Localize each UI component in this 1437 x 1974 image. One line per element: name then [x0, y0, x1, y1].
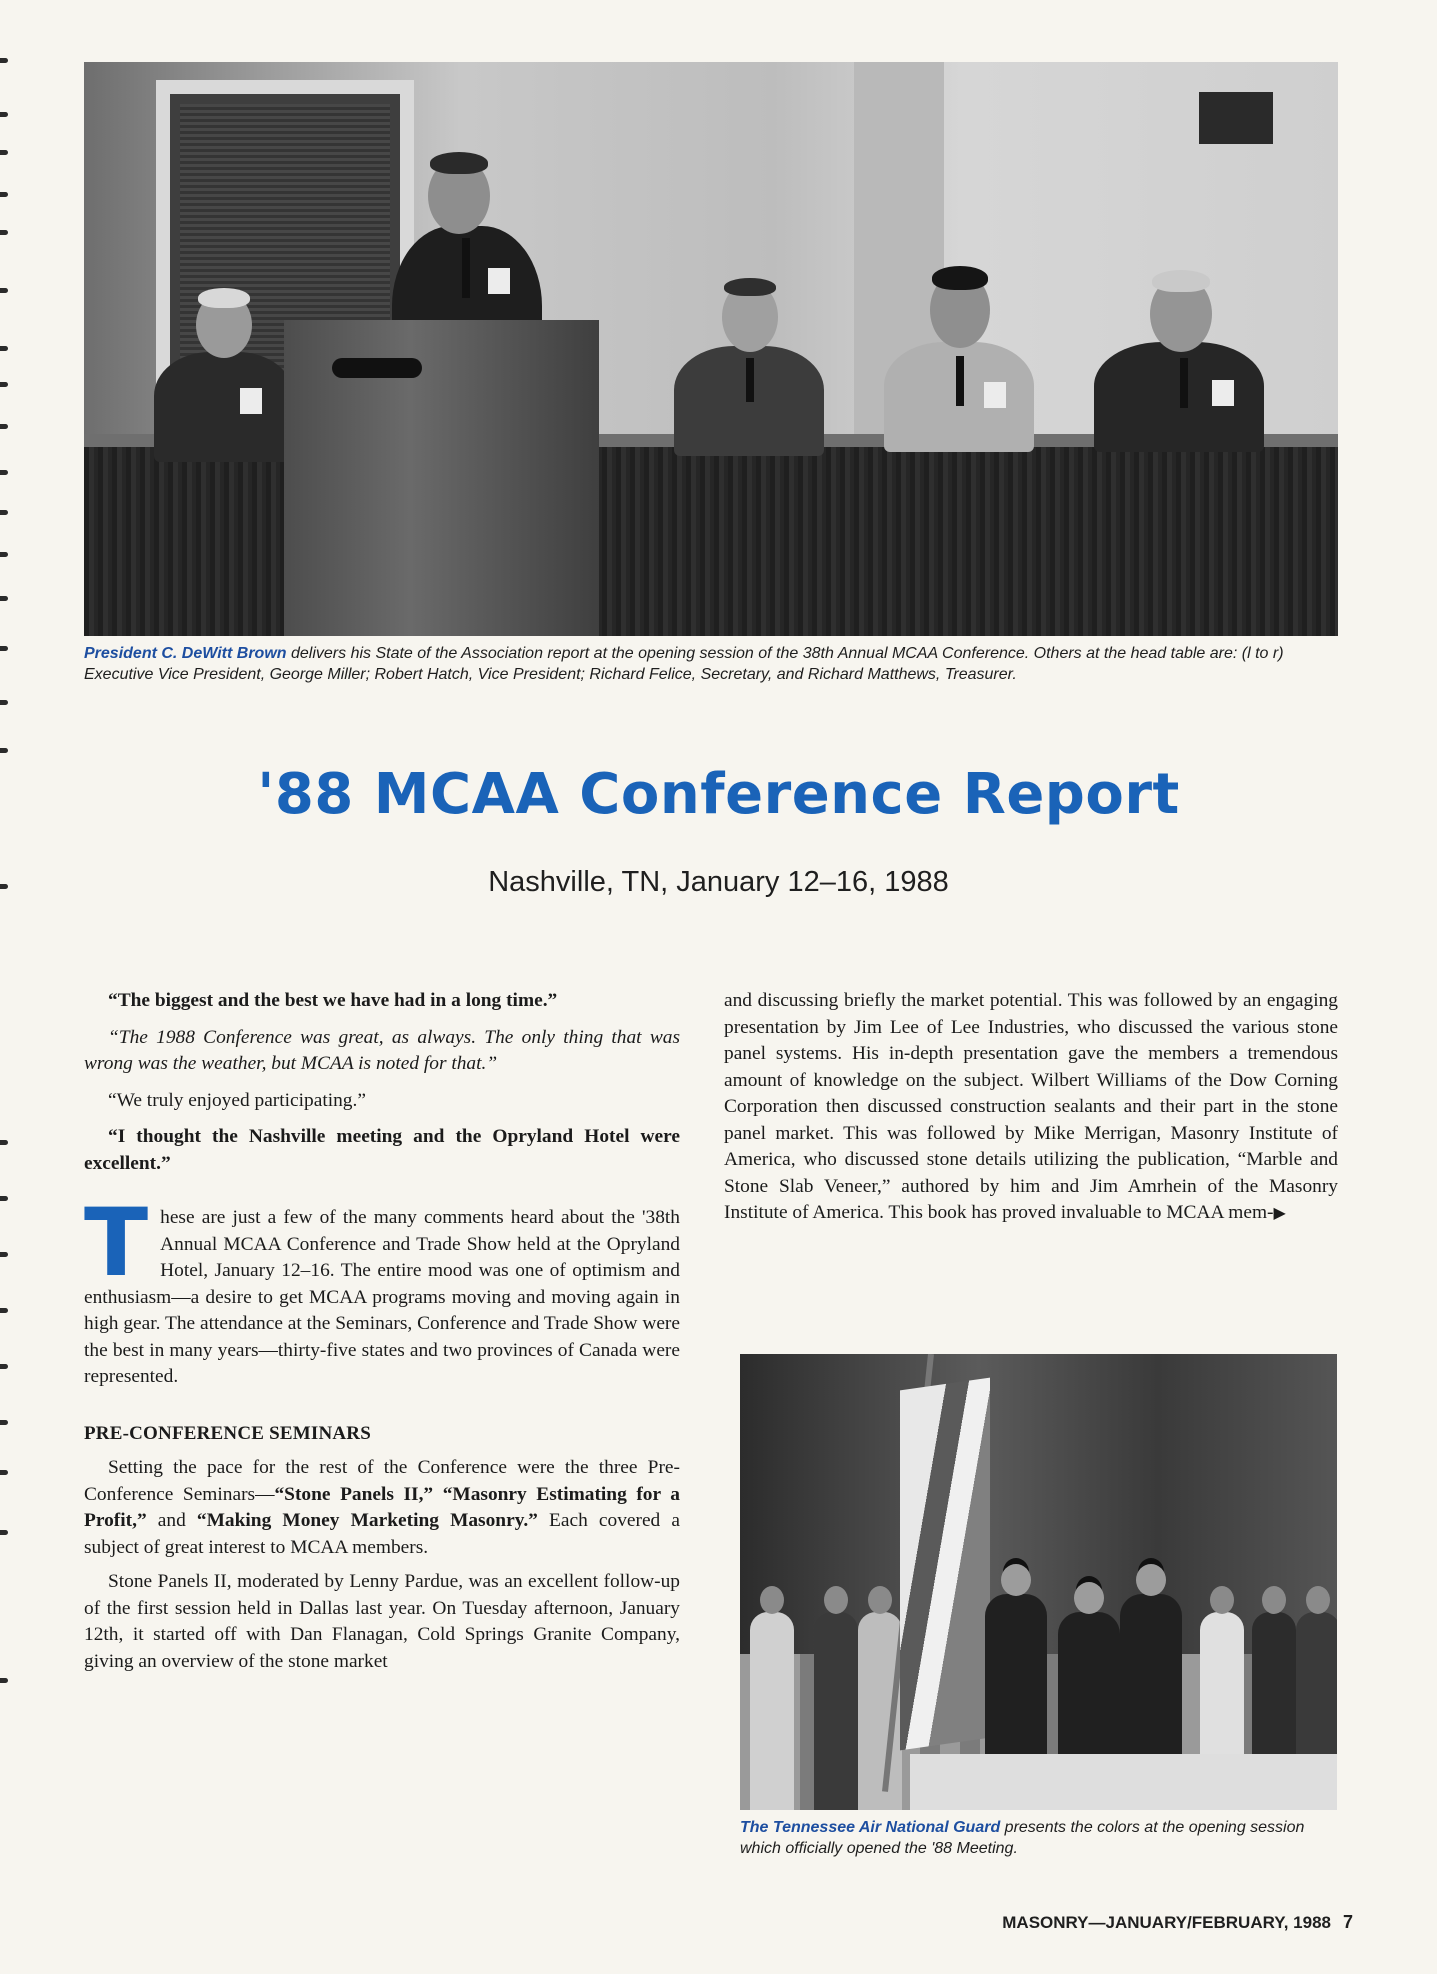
- caption-bold-name: President C. DeWitt Brown: [84, 645, 287, 662]
- left-column: [84, 988, 680, 1675]
- seminars-closing-text: Each covered a subject of great interest to MCAA members.: [84, 1510, 680, 1558]
- publication-line: MASONRY—JANUARY/FEBRUARY, 1988: [1002, 1913, 1331, 1932]
- caption-text: presents the colors at the opening session which officially opened the '88 Meeting.: [740, 1819, 1305, 1857]
- quote-2: “The 1988 Conference was great, as always. The only thing that was wrong was the weather, but MCAA is noted for that.”: [84, 1026, 680, 1074]
- drop-cap: T: [84, 1189, 149, 1298]
- seminar-title-1: “Stone Panels II,”: [274, 1483, 434, 1505]
- right-column-paragraph: [724, 988, 1338, 1227]
- podium: [284, 320, 599, 636]
- top-photo-caption: [84, 643, 1340, 685]
- seminars-intro-text: Setting the pace for the rest of the Conference were the three Pre-Conference Seminars—: [84, 1457, 680, 1505]
- right-column-text: and discussing briefly the market potential. This was followed by an engaging presentation by Jim Lee of Lee Industries, who discussed the various stone panel systems. His in-depth presentation gave the members a tremendous amount of knowledge on the subject. Wilbert Williams of the Dow Corning Corporation then discussed construction sealants and their part in the stone panel market. This was followed by Mike Merrigan, Masonry Institute of America, who discussed stone details utilizing the publication, “Marble and Stone Slab Veneer,” authored by him and Jim Amrhein of the Masonry Institute of America. This book has proved invaluable to MCAA mem-: [724, 990, 1338, 1223]
- quote-3: “We truly enjoyed participating.”: [108, 1089, 366, 1111]
- right-column: [724, 988, 1338, 1227]
- page-number: 7: [1342, 1912, 1353, 1932]
- seminar-title-2: “Masonry Estimating for a Profit,”: [84, 1483, 681, 1531]
- quote-1: “The biggest and the best we have had in a long time.”: [108, 990, 558, 1011]
- seminars-paragraph-1: [84, 1455, 680, 1561]
- flag: [900, 1378, 990, 1751]
- seminars-paragraph-2: Stone Panels II, moderated by Lenny Pardue, was an excellent follow-up of the first session held in Dallas last year. On Tuesday afternoon, January 12th, it started off with Dan Flanagan, Cold Springs Granite Company, giving an overview of the stone market: [84, 1571, 680, 1672]
- bottom-photo-caption: [740, 1817, 1340, 1859]
- article-dateline: Nashville, TN, January 12–16, 1988: [488, 866, 949, 898]
- continue-arrow-icon: ▶: [1273, 1203, 1286, 1222]
- page-binding-edge: [0, 0, 14, 1974]
- and-text: and: [146, 1510, 197, 1531]
- section-heading: PRE-CONFERENCE SEMINARS: [84, 1422, 371, 1444]
- color-guard-photo: [740, 1354, 1337, 1810]
- article-headline: '88 MCAA Conference Report: [257, 762, 1180, 827]
- seminar-title-3: “Making Money Marketing Masonry.”: [196, 1510, 538, 1531]
- caption-text: delivers his State of the Association report at the opening session of the 38th Annual MCAA Conference. Others at the head table are: (l to r) Executive Vice President, George Miller; Robert Hatch, Vice President; Richard Felice, Secretary, and Richard Matthews, Treasurer.: [84, 645, 1284, 683]
- exit-sign: [1199, 92, 1273, 144]
- intro-paragraph: [84, 1189, 680, 1391]
- page-footer: [1002, 1912, 1353, 1933]
- head-table-photo: [84, 62, 1338, 636]
- intro-text: hese are just a few of the many comments heard about the '38th Annual MCAA Conference and Trade Show held at the Opryland Hotel, January 12–16. The entire mood was one of optimism and enthusiasm—a desire to get MCAA programs moving and moving again in high gear. The attendance at the Seminars, Conference and Trade Show were the best in many years—thirty-five states and two provinces of Canada were represented.: [84, 1207, 680, 1387]
- quote-4: “I thought the Nashville meeting and the Opryland Hotel were excellent.”: [84, 1126, 680, 1174]
- caption-bold-unit: The Tennessee Air National Guard: [740, 1819, 1001, 1836]
